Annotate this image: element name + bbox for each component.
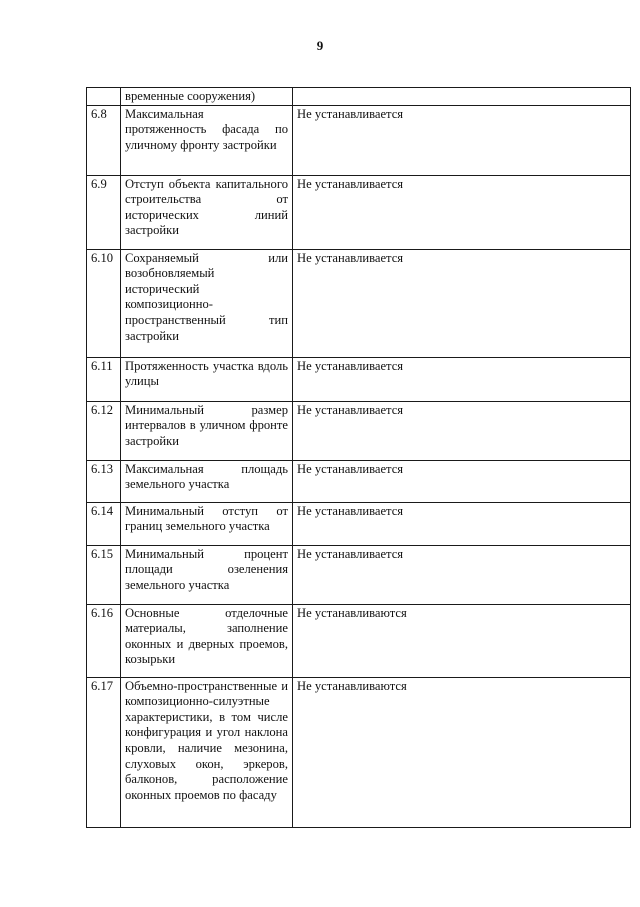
row-number: 6.9 [87, 175, 121, 249]
regulations-table [86, 87, 631, 828]
table-row [87, 677, 631, 827]
row-parameter: Объемно-пространственные и композиционно-силуэтные характеристики, в том числе конфигурация и угол наклона кровли, наличие мезонина, слуховых окон, эркеров, балконов, расположение оконных проемов по фасаду [121, 677, 293, 827]
row-parameter: Основные отделочные материалы, заполнение оконных и дверных проемов, козырьки [121, 604, 293, 677]
row-parameter: временные сооружения) [121, 88, 293, 106]
table-row [87, 175, 631, 249]
row-value: Не устанавливается [293, 460, 631, 502]
row-parameter: Сохраняемый или возобновляемый исторический композиционно-пространственный тип застройки [121, 249, 293, 357]
row-number: 6.12 [87, 401, 121, 460]
row-value: Не устанавливается [293, 105, 631, 175]
row-number: 6.13 [87, 460, 121, 502]
table-row [87, 545, 631, 604]
table-row [87, 357, 631, 401]
row-number: 6.10 [87, 249, 121, 357]
row-number: 6.11 [87, 357, 121, 401]
page-number: 9 [316, 38, 324, 53]
row-value: Не устанавливается [293, 175, 631, 249]
table-row [87, 105, 631, 175]
table-row [87, 502, 631, 545]
row-parameter: Протяженность участка вдоль улицы [121, 357, 293, 401]
table-row [87, 249, 631, 357]
row-value: Не устанавливается [293, 401, 631, 460]
row-value [293, 88, 631, 106]
row-parameter: Максимальная протяженность фасада по уличному фронту застройки [121, 105, 293, 175]
table-row [87, 604, 631, 677]
row-number: 6.17 [87, 677, 121, 827]
row-number: 6.15 [87, 545, 121, 604]
row-number [87, 88, 121, 106]
row-value: Не устанавливаются [293, 604, 631, 677]
row-value: Не устанавливается [293, 545, 631, 604]
row-parameter: Максимальная площадь земельного участка [121, 460, 293, 502]
table-row [87, 460, 631, 502]
table-row-continuation [87, 88, 631, 106]
row-number: 6.8 [87, 105, 121, 175]
row-parameter: Минимальный размер интервалов в уличном фронте застройки [121, 401, 293, 460]
row-parameter: Минимальный процент площади озеленения земельного участка [121, 545, 293, 604]
row-value: Не устанавливается [293, 502, 631, 545]
row-parameter: Минимальный отступ от границ земельного участка [121, 502, 293, 545]
row-value: Не устанавливается [293, 357, 631, 401]
row-number: 6.16 [87, 604, 121, 677]
table-row [87, 401, 631, 460]
row-parameter: Отступ объекта капитального строительства от исторических линий застройки [121, 175, 293, 249]
row-number: 6.14 [87, 502, 121, 545]
row-value: Не устанавливаются [293, 677, 631, 827]
row-value: Не устанавливается [293, 249, 631, 357]
